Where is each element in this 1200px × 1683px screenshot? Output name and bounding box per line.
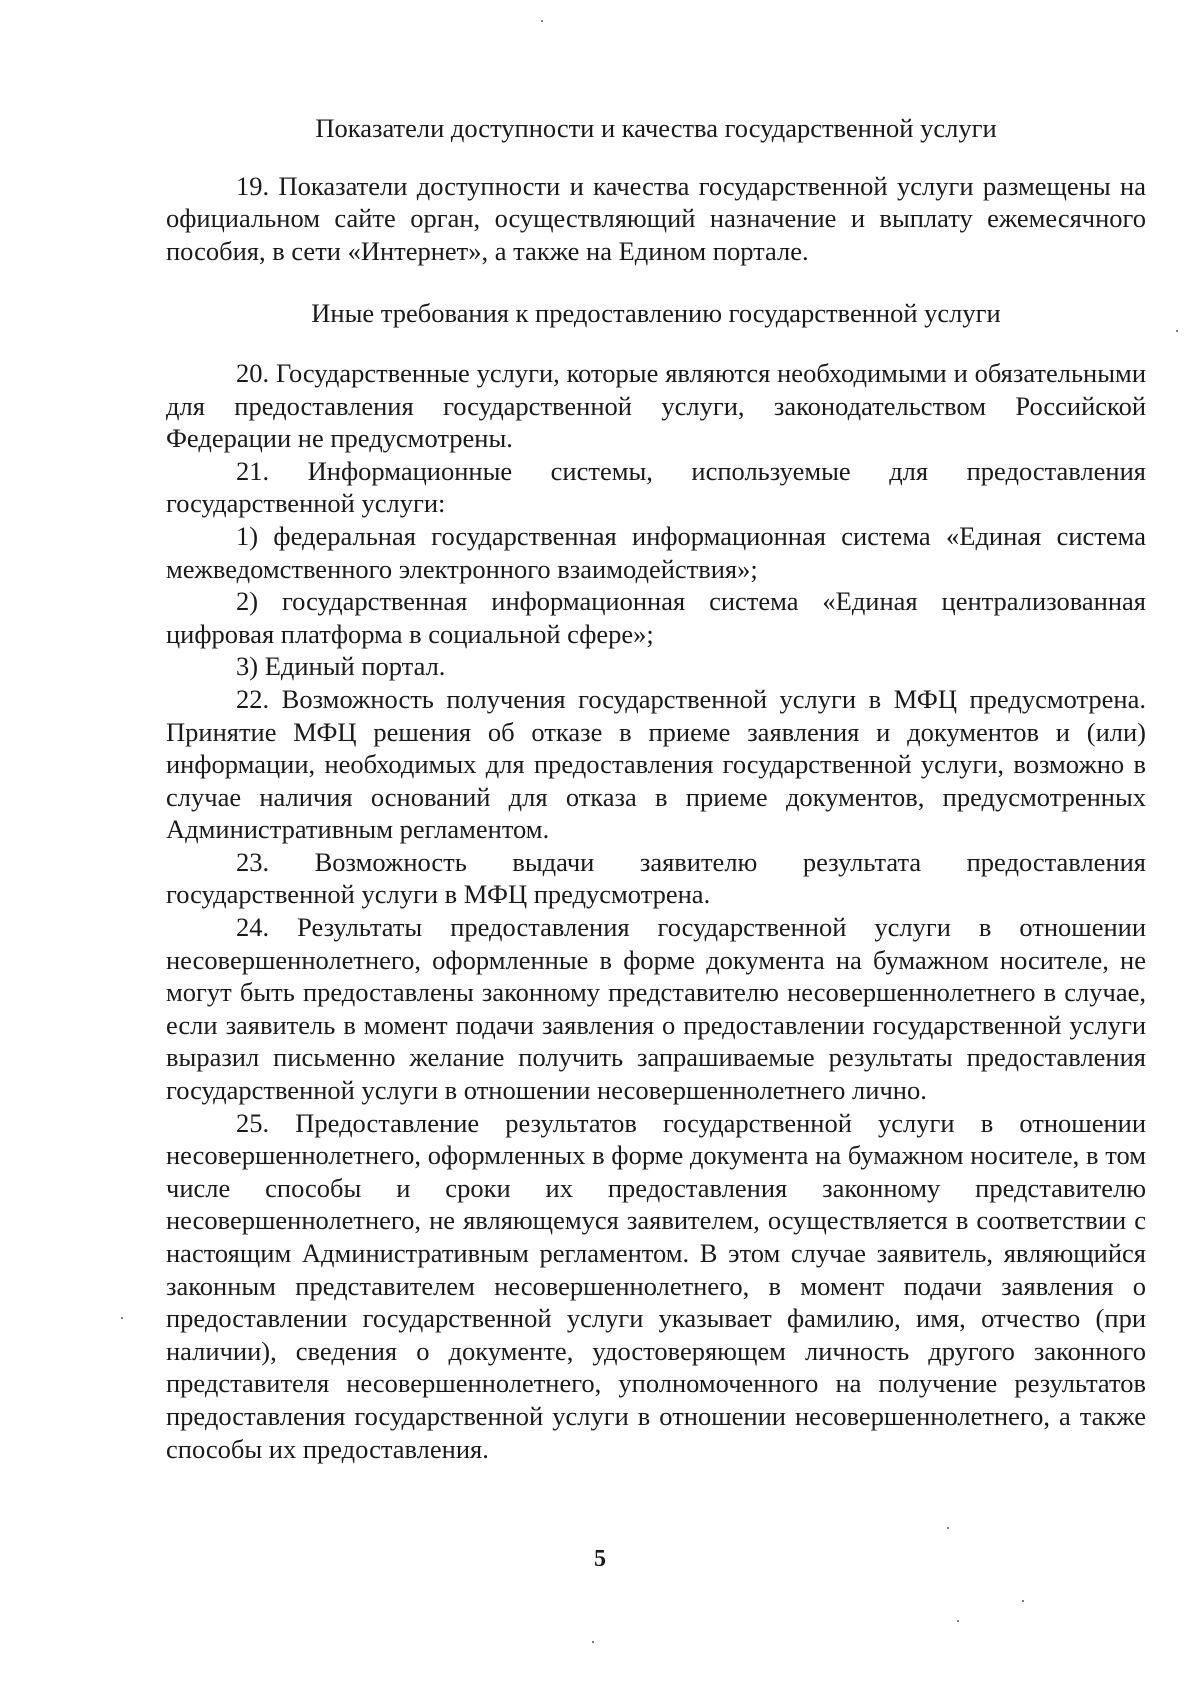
list-item-21-1: 1) федеральная государственная информационная система «Единая система межведомственного электронного взаимодействия»; [166,520,1146,584]
page-number: 5 [594,1546,606,1572]
list-item-21-2: 2) государственная информационная система «Единая централизованная цифровая платформа в социальной сфере»; [166,586,1146,649]
paragraph-19: 19. Показатели доступности и качества государственной услуги размещены на официальном сайте орган, осуществляющий назначение и выплату ежемесячного пособия, в сети «Интернет», а также на Едином портале. [166,170,1146,266]
paragraph-24: 24. Результаты предоставления государственной услуги в отношении несовершеннолетнего, оформленные в форме документа на бумажном носителе, не могут быть предоставлены законному представителю несовершеннолетнего в случае, если заявитель в момент подачи заявления о предоставлении государственной услуги выразил письменно желание получить запрашиваемые результаты предоставления государственной услуги в отношении несовершеннолетнего лично. [166,912,1146,1106]
list-item-21-3: 3) Единый портал. [236,651,446,682]
scan-speck [592,1641,594,1643]
paragraph-23: 23. Возможность выдачи заявителю результата предоставления государственной услуги в МФЦ предусмотрена. [166,846,1146,910]
section-heading-accessibility: Показатели доступности и качества государственной услуги [315,113,997,143]
paragraph-25: 25. Предоставление результатов государственной услуги в отношении несовершеннолетнего, оформленных в форме документа на бумажном носителе, в том числе способы и сроки их предоставления законному представителю несовершеннолетнего, не являющемуся заявителем, осуществляется в соответствии с настоящим Административным регламентом. В этом случае заявитель, являющийся законным представителем несовершеннолетнего, в момент подачи заявления о предоставлении государственной услуги указывает фамилию, имя, отчество (при наличии), сведения о документе, удостоверяющем личность другого законного представителя несовершеннолетнего, уполномоченного на получение результатов предоставления государственной услуги в отношении несовершеннолетнего, а также способы их предоставления. [166,1107,1146,1464]
scan-speck [947,1527,949,1529]
paragraph-20: 20. Государственные услуги, которые являются необходимыми и обязательными для предоставления государственной услуги, законодательством Российской Федерации не предусмотрены. [166,357,1146,454]
scan-speck [1176,330,1178,332]
scan-speck [121,1317,123,1319]
document-page [166,112,1146,1465]
section-heading-other-requirements: Иные требования к предоставлению государственной услуги [311,298,1001,329]
paragraph-22: 22. Возможность получения государственной услуги в МФЦ предусмотрена. Принятие МФЦ решения об отказе в приеме заявления и документов и (или) информации, необходимых для предоставления государственной услуги, возможно в случае наличия оснований для отказа в приеме документов, предусмотренных Административным регламентом. [166,683,1146,845]
scan-speck [541,20,543,22]
paragraph-21: 21. Информационные системы, используемые для предоставления государственной услуги: [166,455,1146,519]
scan-speck [1022,1600,1024,1602]
scan-speck [957,1620,959,1622]
